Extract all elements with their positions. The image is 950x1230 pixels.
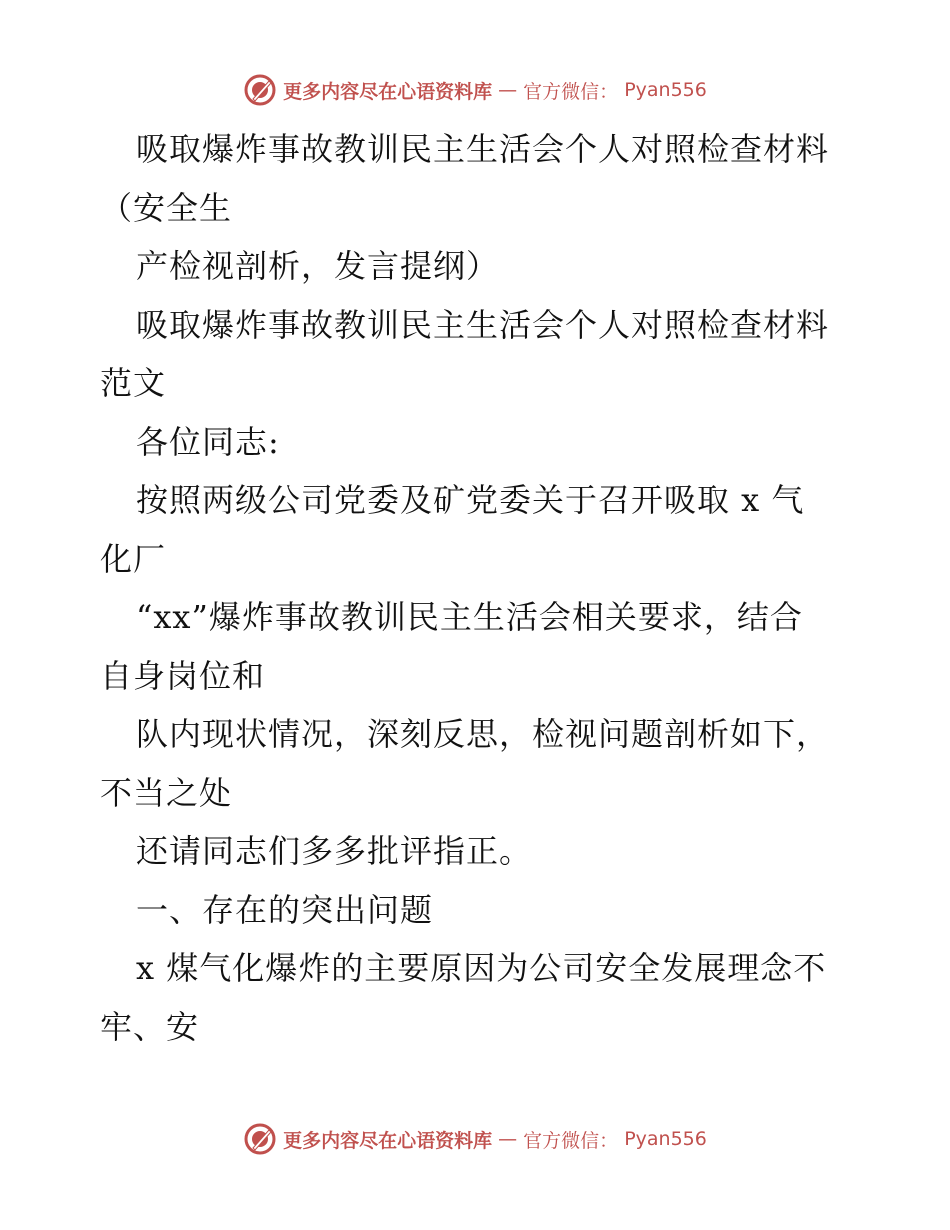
document-body <box>100 120 860 1056</box>
text-line: x 煤气化爆炸的主要原因为公司安全发展理念不 <box>136 949 827 987</box>
text-line: 自身岗位和 <box>100 656 266 695</box>
quill-seal-icon <box>243 1122 277 1156</box>
header-watermark <box>0 70 950 110</box>
quill-seal-icon <box>243 73 277 107</box>
watermark-dash: — <box>498 1128 518 1150</box>
text-line: 还请同志们多多批评指正。 <box>136 832 533 870</box>
text-line: 化厂 <box>100 539 167 578</box>
text-line: 产检视剖析，发言提纲） <box>136 247 500 285</box>
text-line: 各位同志: <box>136 422 280 461</box>
text-line: 吸取爆炸事故教训民主生活会个人对照检查材料 <box>136 305 830 344</box>
watermark-wechat-id: Pyan556 <box>624 1128 707 1150</box>
footer-watermark <box>0 1119 950 1159</box>
text-line: 牢、安 <box>100 1007 200 1046</box>
text-line: 队内现状情况，深刻反思，检视问题剖析如下， <box>136 715 830 753</box>
text-line: 不当之处 <box>100 773 233 812</box>
text-line: “xx”爆炸事故教训民主生活会相关要求，结合 <box>136 598 803 636</box>
watermark-wechat-id: Pyan556 <box>624 79 707 101</box>
watermark-brand: 更多内容尽在心语资料库 <box>283 80 493 103</box>
text-line: 按照两级公司党委及矿党委关于召开吸取 x 气 <box>136 481 805 519</box>
watermark-label: 官方微信： <box>523 80 619 103</box>
text-line: （安全生 <box>100 188 233 227</box>
watermark-label: 官方微信： <box>523 1129 619 1152</box>
text-line: 吸取爆炸事故教训民主生活会个人对照检查材料 <box>136 130 830 168</box>
watermark-brand: 更多内容尽在心语资料库 <box>283 1129 493 1152</box>
text-line: 一、存在的突出问题 <box>136 890 434 929</box>
watermark-dash: — <box>498 79 518 101</box>
text-line: 范文 <box>100 364 167 402</box>
